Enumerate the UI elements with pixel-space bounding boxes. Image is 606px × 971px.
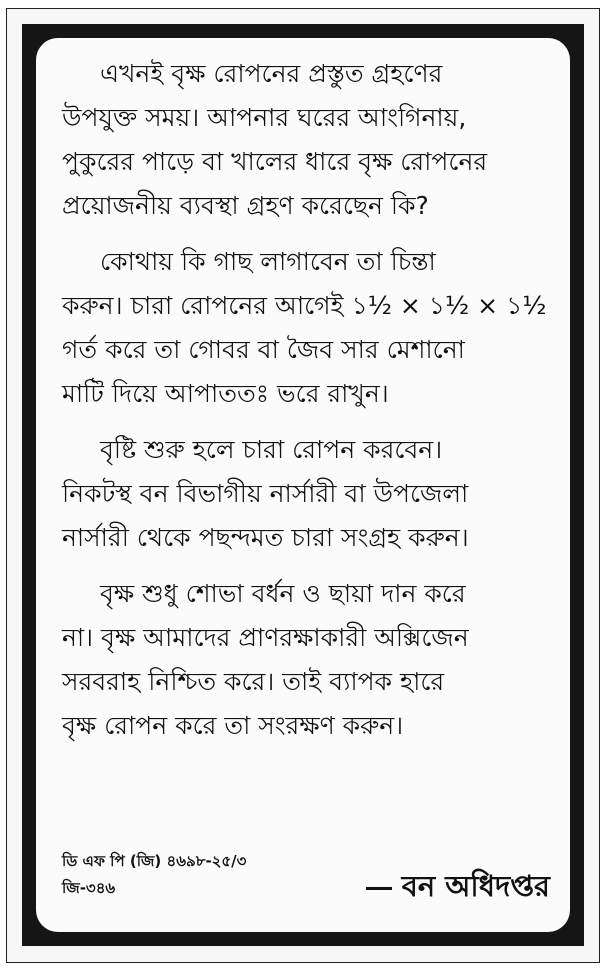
notice-footer	[62, 848, 550, 918]
paragraph-1	[62, 52, 550, 228]
paragraph-2	[62, 240, 550, 416]
text-line: বৃষ্টি শুরু হলে চারা রোপন করবেন।	[100, 435, 443, 464]
text-line: নার্সারী থেকে পছন্দমত চারা সংগ্রহ করুন।	[62, 523, 469, 552]
publication-codes	[62, 848, 246, 902]
text-line: প্রয়োজনীয় ব্যবস্থা গ্রহণ করেছেন কি?	[62, 191, 429, 220]
text-line: নিকটস্থ বন বিভাগীয় নার্সারী বা উপজেলা	[62, 479, 469, 508]
text-line: গর্ত করে তা গোবর বা জৈব সার মেশানো	[62, 335, 465, 364]
issuer-signature	[366, 864, 550, 913]
text-line: করুন। চারা রোপনের আগেই ১½ × ১½ × ১½	[62, 291, 547, 320]
paragraph-3	[62, 428, 550, 560]
issuer-name: বন অধিদপ্তর	[401, 869, 550, 903]
text-line: না। বৃক্ষ আমাদের প্রাণরক্ষাকারী অক্সিজেন	[62, 623, 469, 652]
paragraph-4	[62, 572, 550, 748]
text-line: মাটি দিয়ে আপাততঃ ভরে রাখুন।	[62, 379, 389, 408]
dfp-code: ডি এফ পি (জি) ৪৬৯৮-২৫/৩	[62, 852, 247, 870]
text-line: বৃক্ষ শুধু শোভা বর্ধন ও ছায়া দান করে	[100, 579, 466, 608]
notice-card	[36, 38, 570, 932]
text-line: উপযুক্ত সময়। আপনার ঘরের আংগিনায়,	[62, 103, 467, 132]
signature-dash	[366, 887, 392, 890]
text-line: কোথায় কি গাছ লাগাবেন তা চিন্তা	[100, 247, 436, 276]
text-line: বৃক্ষ রোপন করে তা সংরক্ষণ করুন।	[62, 711, 404, 740]
text-line: সরবরাহ নিশ্চিত করে। তাই ব্যাপক হারে	[62, 667, 445, 696]
text-line: এখনই বৃক্ষ রোপনের প্রস্তুত গ্রহণের	[100, 59, 443, 88]
text-line: পুকুরের পাড়ে বা খালের ধারে বৃক্ষ রোপনের	[62, 147, 488, 176]
g-code: জি-৩৪৬	[62, 879, 116, 897]
